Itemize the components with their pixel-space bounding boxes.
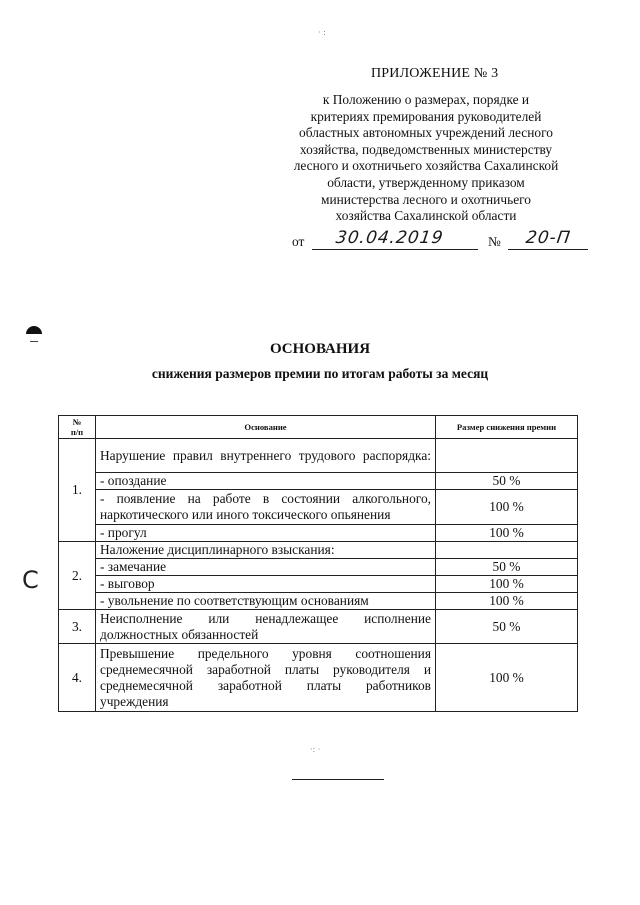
order-date-number-row bbox=[292, 228, 622, 252]
table-row bbox=[59, 490, 578, 525]
appendix-line: критериях премирования руководителей bbox=[310, 108, 542, 124]
row-number: 1. bbox=[59, 439, 96, 542]
table-row bbox=[59, 559, 578, 576]
basis-cell: Наложение дисциплинарного взыскания: bbox=[96, 542, 436, 559]
appendix-reference bbox=[276, 92, 576, 225]
hole-punch-mark bbox=[26, 326, 42, 334]
number-underline bbox=[508, 249, 588, 250]
reduction-cell: 100 % bbox=[436, 525, 578, 542]
column-header-reduction: Размер снижения премии bbox=[436, 416, 578, 439]
appendix-title: ПРИЛОЖЕНИЕ № 3 bbox=[371, 66, 499, 81]
reductions-table bbox=[58, 415, 578, 712]
column-header-number-line: п/п bbox=[70, 427, 84, 437]
handwritten-date: 30.04.2019 bbox=[334, 228, 445, 248]
basis-cell: - замечание bbox=[96, 559, 436, 576]
date-underline bbox=[312, 249, 478, 250]
scan-speckle: · : bbox=[318, 28, 326, 37]
document-subtitle: снижения размеров премии по итогам работы за месяц bbox=[151, 366, 489, 381]
date-label: от bbox=[292, 234, 305, 249]
table-row bbox=[59, 439, 578, 473]
basis-cell: Неисполнение или ненадлежащее исполнение должностных обязанностей bbox=[96, 610, 436, 644]
basis-cell: - увольнение по соответствующим основаниям bbox=[96, 593, 436, 610]
reduction-cell: 50 % bbox=[436, 559, 578, 576]
basis-cell: - выговор bbox=[96, 576, 436, 593]
handwritten-number: 20-П bbox=[524, 228, 572, 248]
reduction-cell: 100 % bbox=[436, 576, 578, 593]
margin-mark: C bbox=[22, 566, 39, 594]
reduction-cell: 50 % bbox=[436, 610, 578, 644]
table-row bbox=[59, 576, 578, 593]
reduction-cell bbox=[436, 542, 578, 559]
appendix-line: к Положению о размерах, порядке и bbox=[322, 92, 530, 107]
table-row bbox=[59, 473, 578, 490]
basis-cell: Превышение предельного уровня соотношения среднемесячной заработной платы руководителя и среднемесячной заработной платы работников учреждения bbox=[96, 644, 436, 712]
reduction-cell bbox=[436, 439, 578, 473]
column-header-basis: Основание bbox=[96, 416, 436, 439]
table-row bbox=[59, 525, 578, 542]
column-header-number-line: № bbox=[72, 417, 82, 427]
appendix-line: хозяйства Сахалинской области bbox=[335, 208, 517, 224]
basis-cell: - появление на работе в состоянии алкогольного, наркотического или иного токсического опьянения bbox=[96, 490, 436, 525]
appendix-line: областных автономных учреждений лесного bbox=[299, 125, 553, 141]
appendix-line: лесного и охотничьего хозяйства Сахалинской bbox=[293, 158, 559, 174]
basis-cell: - опоздание bbox=[96, 473, 436, 490]
table-row bbox=[59, 593, 578, 610]
reduction-cell: 100 % bbox=[436, 644, 578, 712]
appendix-line: области, утвержденному приказом bbox=[327, 174, 525, 190]
table-header-row bbox=[59, 416, 578, 439]
reduction-cell: 100 % bbox=[436, 490, 578, 525]
reduction-cell: 100 % bbox=[436, 593, 578, 610]
closing-line bbox=[292, 779, 384, 780]
number-label: № bbox=[488, 234, 501, 249]
row-number: 2. bbox=[59, 542, 96, 610]
appendix-line: хозяйства, подведомственных министерству bbox=[299, 141, 553, 157]
table-row bbox=[59, 542, 578, 559]
row-number: 4. bbox=[59, 644, 96, 712]
row-number: 3. bbox=[59, 610, 96, 644]
basis-cell: - прогул bbox=[96, 525, 436, 542]
reduction-cell: 50 % bbox=[436, 473, 578, 490]
table-row bbox=[59, 610, 578, 644]
scan-speckle: ·: · bbox=[310, 745, 321, 754]
basis-cell: Нарушение правил внутреннего трудового распорядка: bbox=[96, 439, 436, 473]
column-header-number bbox=[59, 416, 96, 439]
table-row bbox=[59, 644, 578, 712]
appendix-line: министерства лесного и охотничьего bbox=[320, 191, 531, 207]
document-title: ОСНОВАНИЯ bbox=[269, 341, 371, 357]
